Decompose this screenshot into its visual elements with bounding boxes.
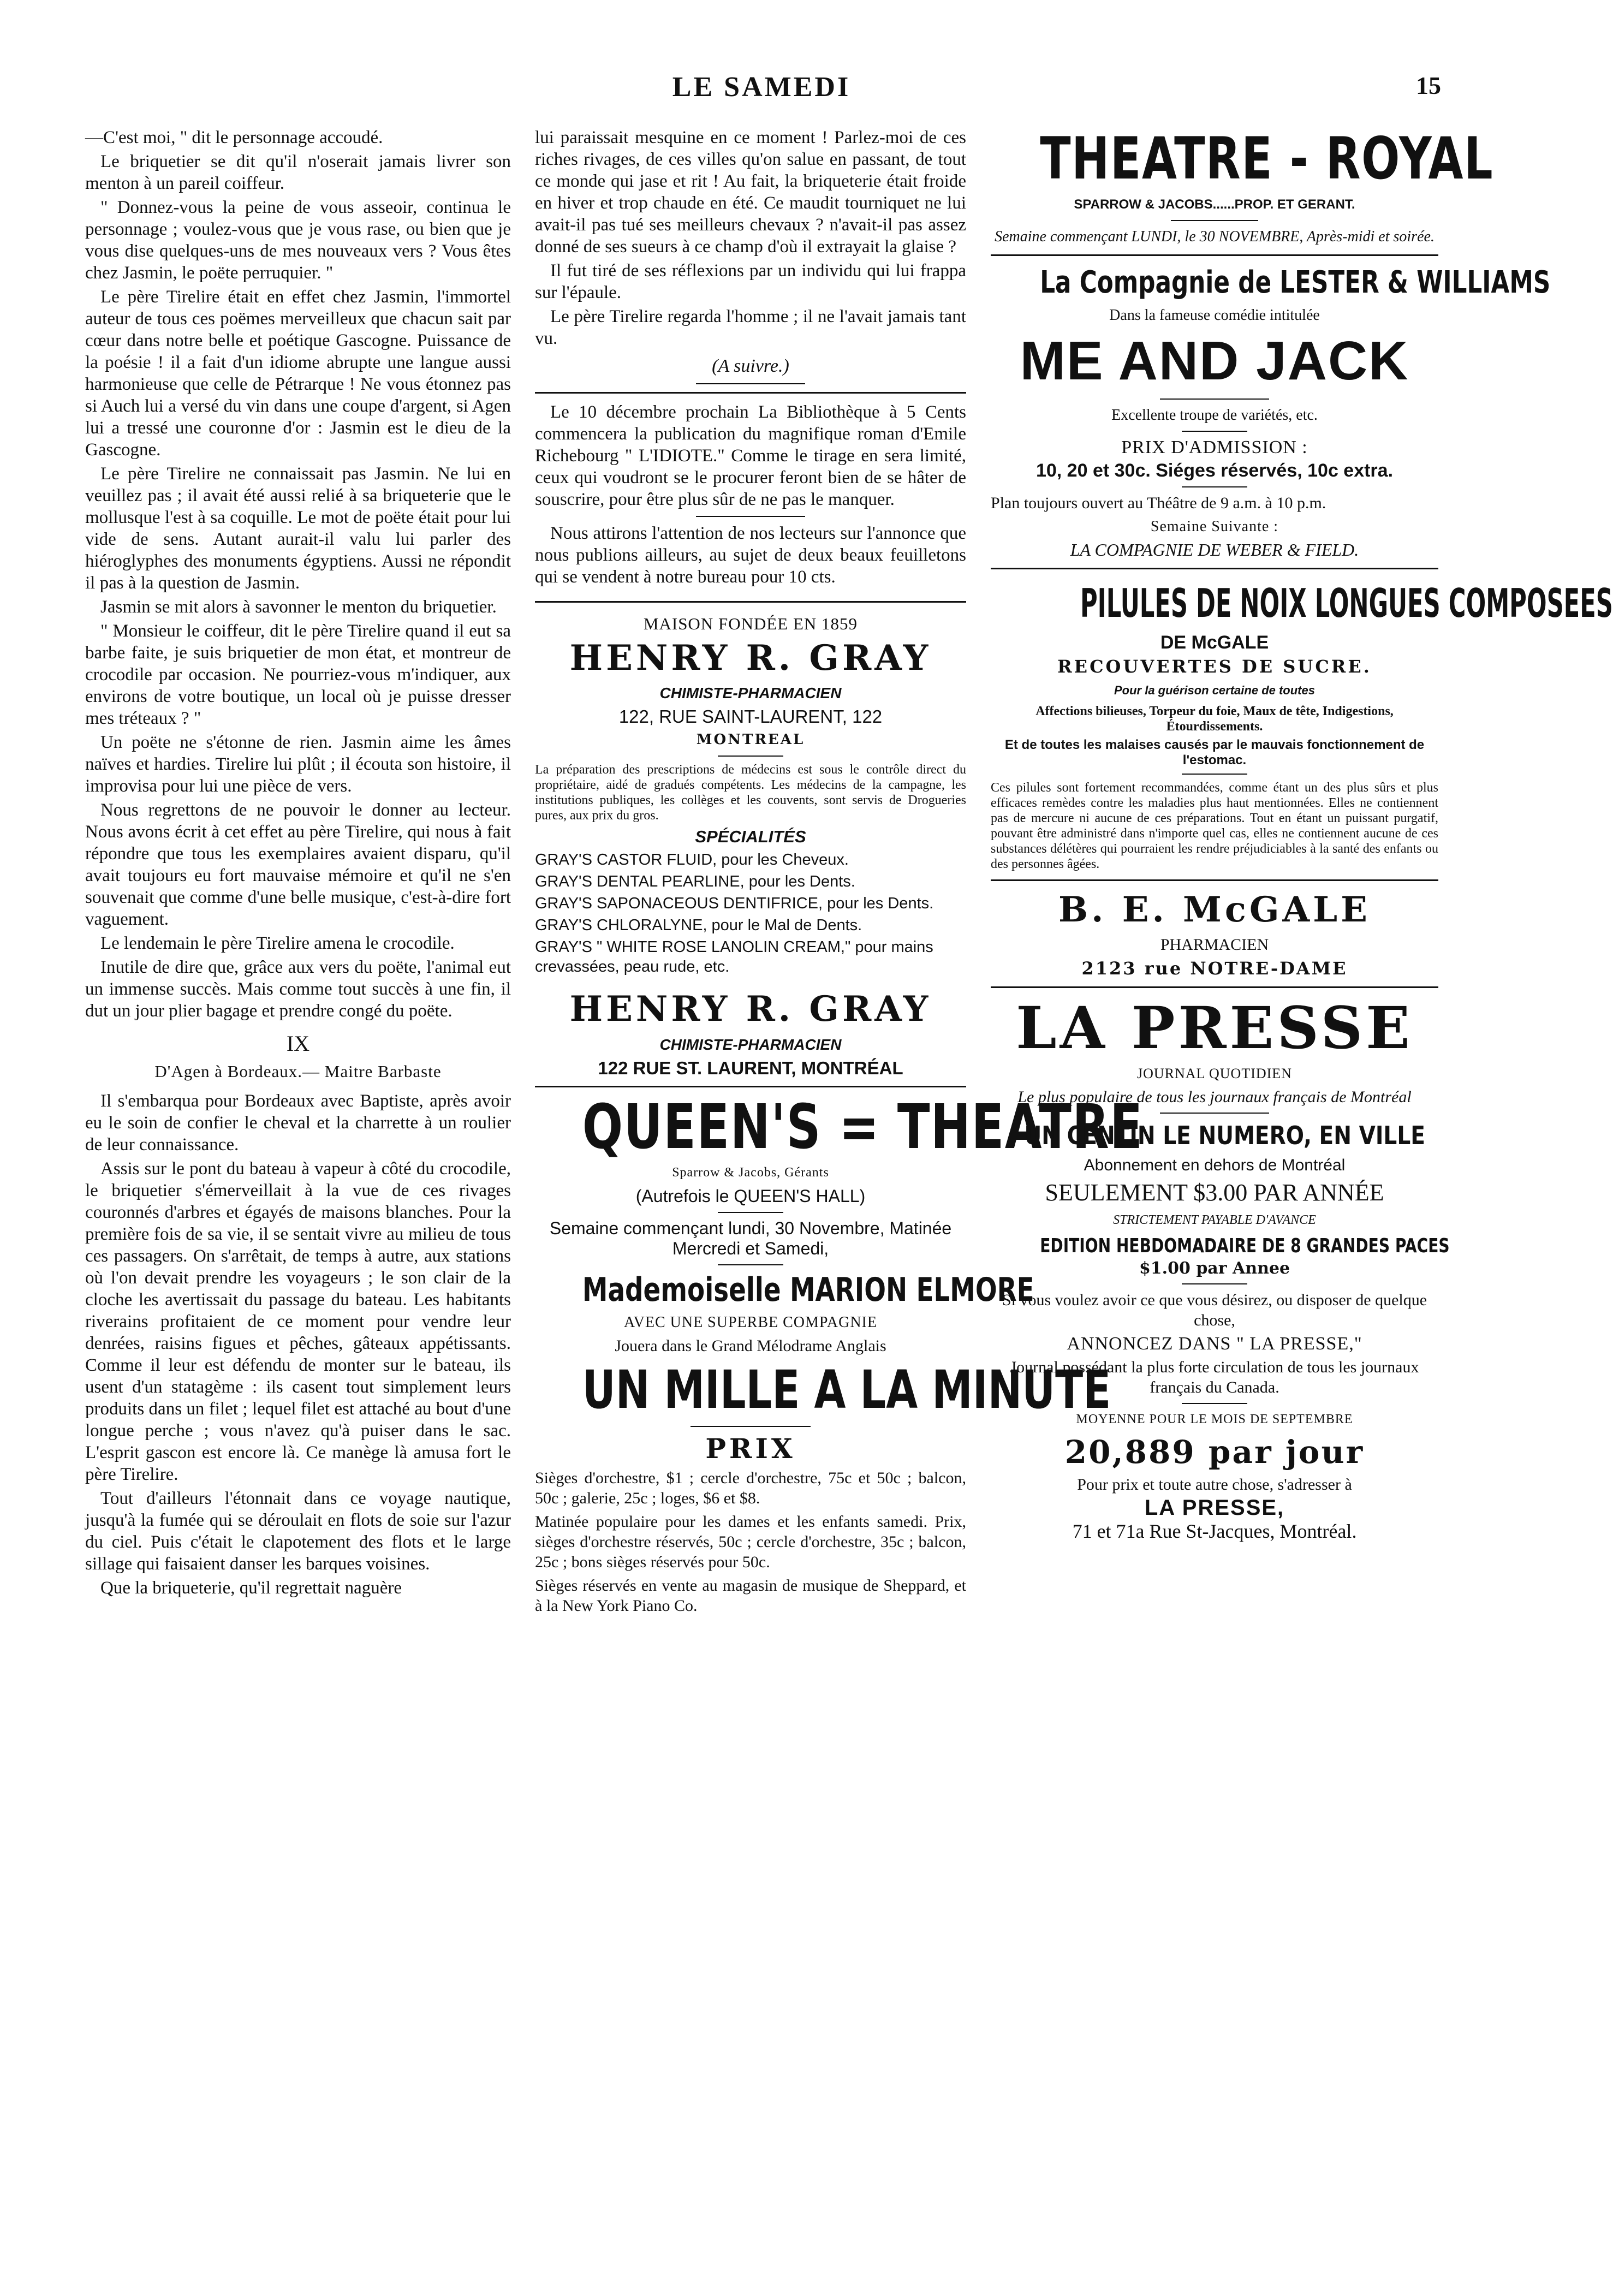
newspaper-title: LE SAMEDI	[672, 72, 851, 103]
divider	[1171, 220, 1258, 221]
divider	[1182, 774, 1247, 775]
story-paragraph: Le lendemain le père Tirelire amena le crocodile.	[100, 933, 455, 953]
divider	[696, 516, 805, 517]
pills-subtitle: Pour la guérison certaine de toutes	[1114, 683, 1315, 697]
story-paragraph: Assis sur le pont du bateau à vapeur à côté du crocodile, le briquetier s'émerveillait à la vue de ces rivages couronnés d'arbres et égayés de maisons blanches. Pour la première fois de sa vie, il se sentait vivre au milieu de tous ces passagers. On s'arrêtait, de temps à autre, aux stations où l'on devait prendre les voyageurs ; le son clair de la cloche les avertissait du passage du bateau. Les habitants riverains profitaient de ce moment pour vendre leur denrées, raisins figues et pêches, gâteaux appétissants. Comme il leur est défendu de monter sur le bateau, ils usent d'un statagème : ils casent tout simplement leurs produits dans un filet ; lequel filet est attaché au bout d'une longue perche ; vous n'avez qu'à puiser dans le sac. L'esprit gascon est encore là. Ce manège là amusa fort le père Tirelire.	[85, 1159, 511, 1484]
divider	[535, 601, 966, 603]
story-paragraph: " Donnez-vous la peine de vous asseoir, continua le personnage ; voulez-vous que je vous rase, ou bien que je vous dise quelques-uns de mes nouveaux vers ? Vous êtes chez Jasmin, le poëte perruquier. "	[85, 198, 511, 283]
gray-footer-address: 122 RUE ST. LAURENT, MONTRÉAL	[598, 1058, 903, 1078]
story-paragraph: Que la briqueterie, qu'il regrettait naguère	[100, 1578, 402, 1598]
story-paragraph: Le père Tirelire ne connaissait pas Jasmin. Ne lui en veuillez pas ; il avait été aussi relié à sa briqueterie que le mollusque l'est à sa coquille. Le mot de poëte était pour lui vide de sens. Autant aurait-il valu lui parler des hiéroglyphes des monuments égyptiens. Aussi ne répondit il pas à la question de Jasmin.	[85, 464, 511, 593]
royal-week: Semaine commençant LUNDI, le 30 NOVEMBRE, Après-midi et soirée.	[995, 228, 1435, 245]
story-paragraph: Le père Tirelire regarda l'homme ; il ne l'avait jamais tant vu.	[535, 307, 966, 348]
story-paragraph: —C'est moi, " dit le personnage accoudé.	[85, 128, 383, 147]
divider	[718, 756, 783, 757]
pills-body: Ces pilules sont fortement recommandées, comme étant un des plus sûrs et plus efficaces remèdes contre les maladies plus haut mentionnées. Elles ne contiennent pas de mercure ni aucune de ces préparations. Tout en étant un puissant purgatif, pouvant être administré dans n'importe quel cas, elles ne contiennent aucune de ces substances délétères qui pourraient les rendre préjudiciables à la santé des enfants ou des personnes âgées.	[991, 781, 1438, 871]
royal-company: La Compagnie de LESTER & WILLIAMS	[1040, 265, 1551, 300]
story-paragraph: " Monsieur le coiffeur, dit le père Tirelire quand il eut sa barbe faite, je suis briquetier de mon état, et montreur de crocodile par occasion. Ne pourriez-vous m'indiquer, aux environs de votre boutique, un local où je puisse dresser mes tréteaux ? "	[85, 621, 511, 728]
royal-admission: 10, 20 et 30c. Siéges réservés, 10c extra.	[1035, 460, 1394, 481]
presse-weekly: EDITION HEBDOMADAIRE DE 8 GRANDES PACES	[1040, 1235, 1450, 1257]
notice-feuilletons: Nous attirons l'attention de nos lecteurs sur l'annonce que nous publions ailleurs, au sujet de deux beaux feuilletons qui se vendent à notre bureau pour 10 cts.	[535, 524, 966, 587]
pills-seller: B. E. McGALE	[1058, 889, 1371, 930]
royal-intro: Dans la fameuse comédie intitulée	[1109, 307, 1320, 324]
divider	[1160, 1113, 1269, 1114]
royal-show: ME AND JACK	[1020, 330, 1409, 391]
presse-advance: STRICTEMENT PAYABLE D'AVANCE	[1113, 1213, 1316, 1227]
queens-play-title: UN MILLE A LA MINUTE	[582, 1359, 1111, 1420]
story-paragraph: Jasmin se mit alors à savonner le menton du briquetier.	[100, 597, 497, 617]
presse-want: Si vous voulez avoir ce que vous désirez, ou disposer de quelque chose,	[1002, 1291, 1427, 1329]
la-presse-advertisement	[991, 994, 1450, 1542]
gray-advertisement	[535, 614, 966, 1078]
gray-footer-name: HENRY R. GRAY	[569, 989, 932, 1030]
presse-average-label: MOYENNE POUR LE MOIS DE SEPTEMBRE	[1076, 1412, 1353, 1426]
presse-circulation: Journal possédant la plus forte circulation de tous les journaux français du Canada.	[1010, 1358, 1419, 1396]
story-paragraph: Il s'embarqua pour Bordeaux avec Baptiste, après avoir eu le soin de confier le cheval et la charrette à un roulier de leur connaissance.	[85, 1091, 511, 1155]
queens-title: QUEEN'S = THEATRE	[582, 1092, 1144, 1163]
pills-title: PILULES DE NOIX LONGUES COMPOSEES	[1080, 580, 1613, 626]
gray-specialties-title: SPÉCIALITÉS	[695, 827, 806, 846]
presse-title: LA PRESSE	[1016, 994, 1413, 1062]
story-column-1	[85, 127, 511, 1601]
gray-city: MONTREAL	[696, 731, 805, 748]
royal-managers: SPARROW & JACOBS......PROP. ET GERANT.	[1074, 197, 1355, 212]
presse-weekly-price: $1.00 par Annee	[1139, 1259, 1290, 1278]
presse-contact-name: LA PRESSE,	[1144, 1496, 1285, 1520]
pills-advertisement	[991, 577, 1613, 979]
notice-bibliotheque: Le 10 décembre prochain La Bibliothèque à 5 Cents commencera la publication du magnifique roman d'Emile Richebourg " L'IDIOTE." Comme le tirage en sera limité, ceux qui voudront se le procurer feront bien de se hâter de souscrire, pour être plus sûr de ne pas le manquer.	[535, 402, 966, 509]
story-paragraph: Nous regrettons de ne pouvoir le donner au lecteur. Nous avons écrit à cet effet au père Tirelire, qui nous à fait répondre que tous les exemplaires avaient disparu, qu'il avait toujours eu fort mauvaise mémoire et qu'il ne s'en souvenait que comme d'une belle musique, c'est-à-dire fort vaguement.	[85, 800, 511, 929]
gray-founded: MAISON FONDÉE EN 1859	[643, 614, 858, 633]
royal-next-label: Semaine Suivante :	[1150, 518, 1279, 535]
presse-subtitle: JOURNAL QUOTIDIEN	[1137, 1066, 1292, 1081]
page-header	[82, 71, 1441, 109]
gray-specialty: GRAY'S CASTOR FLUID, pour les Cheveux.	[535, 851, 849, 869]
queens-plays: Jouera dans le Grand Mélodrame Anglais	[615, 1337, 886, 1355]
divider	[535, 392, 966, 394]
presse-subscription: Abonnement en dehors de Montréal	[1084, 1156, 1346, 1174]
divider	[1182, 1403, 1247, 1404]
gray-profession: CHIMISTE-PHARMACIEN	[659, 685, 842, 701]
story-paragraph: Un poëte ne s'étonne de rien. Jasmin aime les âmes naïves et hardies. Tirelire lui plût ; il écouta son histoire, il improvisa pour lui une pièce de vers.	[85, 733, 511, 796]
queens-theatre-advertisement	[535, 1092, 1144, 1616]
column-2	[535, 127, 1144, 1619]
chapter-title: D'Agen à Bordeaux.— Maitre Barbaste	[154, 1062, 442, 1081]
queens-matinee: Matinée populaire pour les dames et les enfants samedi. Prix, sièges d'orchestre réservés, 50c ; cercle d'orchestre, 35c ; balcon, 25c ; bons sièges réservés pour 50c.	[535, 1513, 966, 1571]
page-number: 15	[1416, 72, 1441, 99]
queens-company: AVEC UNE SUPERBE COMPAGNIE	[624, 1314, 877, 1331]
story-paragraph: Tout d'ailleurs l'étonnait dans ce voyage nautique, jusqu'à la fumée qui se déroulait en flots de soie sur l'azur du ciel. Puis c'était le clapotement des flots et le large sillage qui faisaient danser les barques voisines.	[85, 1489, 511, 1574]
queens-week: Semaine commençant lundi, 30 Novembre, Matinée Mercredi et Samedi,	[549, 1218, 952, 1258]
story-paragraph: Le père Tirelire était en effet chez Jasmin, l'immortel auteur de tous ces poëmes merveilleux que chacun sait par cœur dans notre belle et poétique Gascogne. Puissance de la poésie ! il a fait d'un idiome abrupte une langue aussi harmonieuse que celle de Pétrarque ! Ne vous étonnez pas si Auch lui a versé du vin dans une coupe d'argent, si Agen lui a tressé une couronne d'or : Jasmin est le dieu de la Gascogne.	[85, 287, 511, 460]
story-paragraph: Il fut tiré de ses réflexions par un individu qui lui frappa sur l'épaule.	[535, 261, 966, 302]
pills-tagline: RECOUVERTES DE SUCRE.	[1057, 656, 1372, 677]
pills-others: Et de toutes les malaises causés par le mauvais fonctionnement de l'estomac.	[1004, 737, 1425, 768]
story-paragraph: Inutile de dire que, grâce aux vers du poëte, l'animal eut un immense succès. Mais comme tout succès à une fin, il dut un jour plier bagage et prendre congé du poëte.	[85, 957, 511, 1021]
divider	[1160, 398, 1269, 400]
divider	[535, 1086, 966, 1087]
divider	[696, 383, 805, 384]
gray-intro: La préparation des prescriptions de médecins est sous le contrôle direct du propriétaire, aidé de gradués compétents. Les médecins de la campagne, les institutions publiques, les collèges et les couvents, sont servis de Drogueries pures, aux prix du gros.	[535, 763, 966, 823]
gray-specialty: GRAY'S " WHITE ROSE LANOLIN CREAM," pour mains crevassées, peau rude, etc.	[535, 938, 933, 975]
story-paragraph: lui paraissait mesquine en ce moment ! Parlez-moi de ces riches rivages, de ces villes qu'on salue en passant, de tout ce monde qui jase et rit ! Au fait, la briqueterie était froide en hiver et trop chaude en été. Ce maudit tourniquet ne lui avait-il pas tué ses meilleurs chevaux ? n'avait-il pas assez donné de ses sueurs à ce champ d'où il extrayait la glaise ?	[535, 128, 966, 257]
chapter-number: IX	[286, 1031, 310, 1056]
gray-footer-profession: CHIMISTE-PHARMACIEN	[659, 1036, 842, 1053]
divider	[1182, 431, 1247, 432]
presse-average: 20,889 par jour	[1064, 1433, 1365, 1471]
divider	[718, 1212, 783, 1213]
royal-troupe: Excellente troupe de variétés, etc.	[1111, 407, 1318, 424]
presse-yearly: SEULEMENT $3.00 PAR ANNÉE	[1045, 1179, 1384, 1206]
presse-price-line: UN CENTIN LE NUMERO, EN VILLE	[1024, 1121, 1425, 1150]
presse-advertise: ANNONCEZ DANS " LA PRESSE,"	[1067, 1334, 1362, 1354]
divider	[718, 1264, 783, 1265]
queens-prices: Sièges d'orchestre, $1 ; cercle d'orchestre, 75c et 50c ; balcon, 50c ; galerie, 25c ; loges, $6 et $8.	[535, 1469, 966, 1507]
to-be-continued: (A suivre.)	[712, 356, 789, 376]
pills-ailments: Affections bilieuses, Torpeur du foie, Maux de tête, Indigestions, Étourdissements.	[1035, 704, 1394, 734]
queens-sale: Sièges réservés en vente au magasin de musique de Sheppard, et à la New York Piano Co.	[535, 1577, 966, 1615]
queens-star: Mademoiselle MARION ELMORE	[582, 1271, 1034, 1309]
queens-prix-title: PRIX	[705, 1432, 796, 1465]
divider	[691, 1426, 811, 1427]
gray-address: 122, RUE SAINT-LAURENT, 122	[618, 706, 883, 727]
story-paragraph: Le briquetier se dit qu'il n'oserait jamais livrer son menton à un pareil coiffeur.	[85, 152, 511, 193]
queens-managers: Sparrow & Jacobs, Gérants	[672, 1165, 829, 1180]
divider	[1182, 486, 1247, 487]
royal-plan: Plan toujours ouvert au Théâtre de 9 a.m. à 10 p.m.	[991, 494, 1326, 512]
presse-contact: Pour prix et toute autre chose, s'adresser à	[1077, 1476, 1352, 1494]
divider	[991, 254, 1438, 256]
pills-seller-address: 2123 rue NOTRE-DAME	[1081, 958, 1348, 979]
pills-seller-role: PHARMACIEN	[1160, 936, 1269, 954]
column-3	[991, 125, 1613, 1545]
divider	[991, 879, 1438, 881]
gray-specialty: GRAY'S CHLORALYNE, pour le Mal de Dents.	[535, 917, 862, 934]
royal-admission-title: PRIX D'ADMISSION :	[1121, 437, 1308, 457]
gray-specialty: GRAY'S DENTAL PEARLINE, pour les Dents.	[535, 873, 855, 890]
presse-contact-address: 71 et 71a Rue St-Jacques, Montréal.	[1072, 1520, 1357, 1542]
pills-maker: DE McGALE	[1160, 632, 1269, 653]
divider	[991, 986, 1438, 988]
gray-name: HENRY R. GRAY	[569, 638, 932, 679]
queens-formerly: (Autrefois le QUEEN'S HALL)	[635, 1186, 866, 1206]
royal-title: THEATRE - ROYAL	[1040, 125, 1494, 192]
story-continuation	[535, 127, 966, 588]
theatre-royal-advertisement	[991, 125, 1551, 560]
divider	[1182, 1283, 1247, 1284]
presse-tagline: Le plus populaire de tous les journaux français de Montréal	[1017, 1088, 1412, 1106]
divider	[991, 568, 1438, 569]
royal-next-company: LA COMPAGNIE DE WEBER & FIELD.	[1070, 540, 1359, 560]
gray-specialty: GRAY'S SAPONACEOUS DENTIFRICE, pour les Dents.	[535, 895, 934, 912]
